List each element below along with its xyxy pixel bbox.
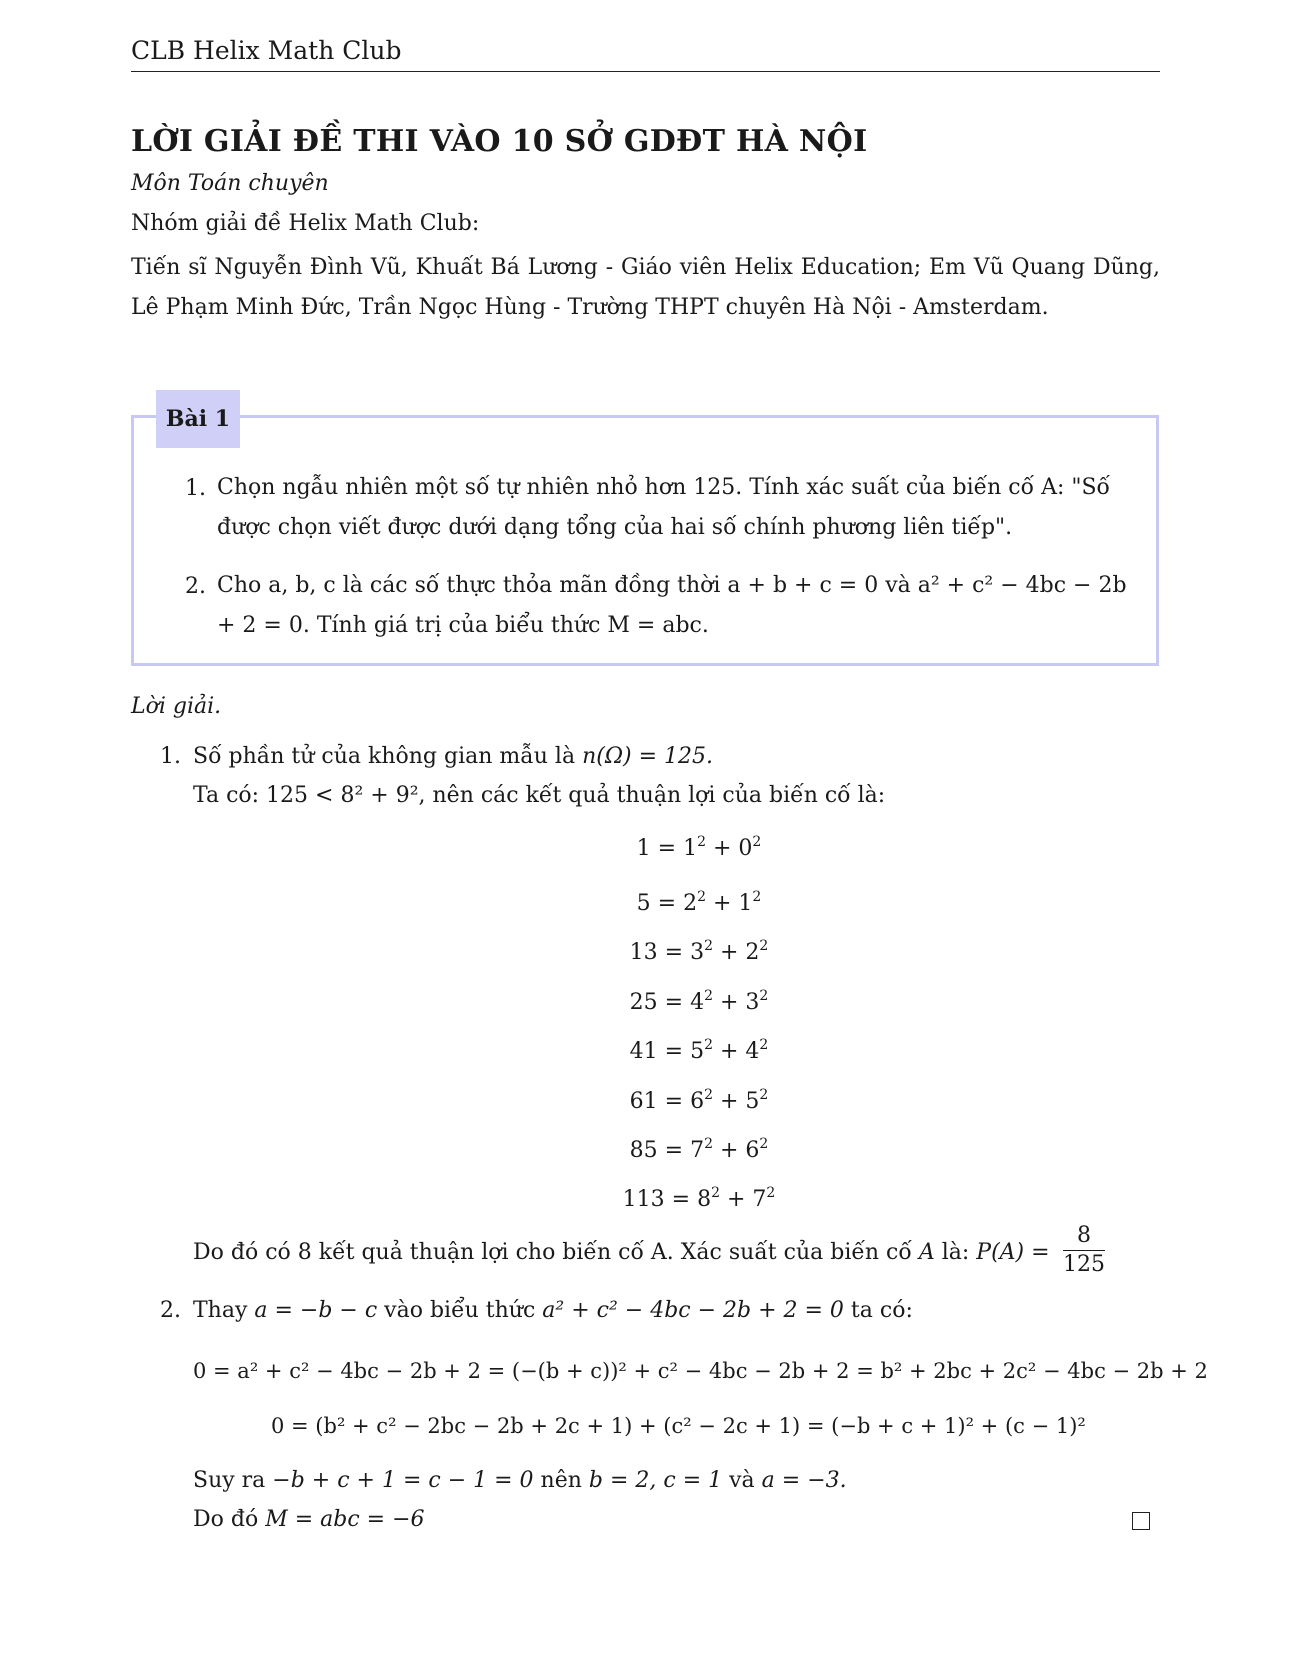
solution-part2-line4: Do đó M = abc = −6: [193, 1507, 425, 1532]
solution-label: Lời giải.: [131, 694, 222, 719]
members-list: Tiến sĩ Nguyễn Đình Vũ, Khuất Bá Lương - Giáo viên Helix Education; Em Vũ Quang Dũng, Lê Phạm Minh Đức, Trần Ngọc Hùng - Trường THPT chuyên Hà Nội - Amsterdam.: [131, 255, 1160, 320]
equation-expansion: 0 = a² + c² − 4bc − 2b + 2 = (−(b + c))² + c² − 4bc − 2b + 2 = b² + 2bc + 2c² − 4bc − 2b + 2: [193, 1359, 1208, 1383]
running-header: CLB Helix Math Club: [131, 36, 402, 65]
problem-item-number: 2.: [185, 574, 206, 599]
sum-of-squares-equation: $1 = 1^2 + 0^2$: [636, 834, 762, 861]
sum-of-squares-equation: $25 = 4^2 + 3^2$: [629, 988, 769, 1015]
sum-of-squares-equation: $113 = 8^2 + 7^2$: [622, 1185, 776, 1212]
problem-tag: Bài 1: [156, 390, 240, 448]
solution-part1-conclusion: Do đó có 8 kết quả thuận lợi cho biến cố A. Xác suất của biến cố A là: P(A) =: [193, 1240, 1050, 1265]
sum-of-squares-equation: $85 = 7^2 + 6^2$: [629, 1136, 769, 1163]
sum-of-squares-equation: $61 = 6^2 + 5^2$: [629, 1087, 769, 1114]
solution-part1-line2: Ta có: 125 < 8² + 9², nên các kết quả thuận lợi của biến cố là:: [193, 783, 886, 808]
solution-part1-number: 1.: [160, 744, 181, 769]
document-title: LỜI GIẢI ĐỀ THI VÀO 10 SỞ GDĐT HÀ NỘI: [131, 124, 868, 159]
problem-item-2: Cho a, b, c là các số thực thỏa mãn đồng thời a + b + c = 0 và a² + c² − 4bc − 2b + 2 = 0. Tính giá trị của biểu thức M = abc.: [217, 573, 1127, 638]
header-rule: [131, 71, 1160, 72]
fraction-denominator: 125: [1063, 1252, 1105, 1277]
solution-part2-line1: Thay a = −b − c vào biểu thức a² + c² − 4bc − 2b + 2 = 0 ta có:: [193, 1298, 913, 1323]
sum-of-squares-equation: $13 = 3^2 + 2^2$: [629, 938, 769, 965]
fraction-numerator: 8: [1063, 1222, 1105, 1251]
subject-line: Môn Toán chuyên: [131, 171, 329, 196]
sum-of-squares-equation: $41 = 5^2 + 4^2$: [629, 1037, 769, 1064]
qed-square-icon: [1132, 1512, 1150, 1530]
equation-sum-of-squares: 0 = (b² + c² − 2bc − 2b + 2c + 1) + (c² − 2c + 1) = (−b + c + 1)² + (c − 1)²: [271, 1414, 1086, 1438]
sum-of-squares-equation: $5 = 2^2 + 1^2$: [636, 889, 762, 916]
problem-item-1: Chọn ngẫu nhiên một số tự nhiên nhỏ hơn 125. Tính xác suất của biến cố A: "Số được chọn viết được dưới dạng tổng của hai số chính phương liên tiếp".: [217, 475, 1111, 540]
problem-item-number: 1.: [185, 476, 206, 501]
solution-part1-line1: Số phần tử của không gian mẫu là n(Ω) = 125.: [193, 744, 714, 769]
solution-part2-number: 2.: [160, 1298, 181, 1323]
solution-part2-line3: Suy ra −b + c + 1 = c − 1 = 0 nên b = 2, c = 1 và a = −3.: [193, 1468, 847, 1493]
document-page: [131, 0, 1208, 1670]
probability-fraction: [1059, 1222, 1105, 1279]
group-label: Nhóm giải đề Helix Math Club:: [131, 211, 480, 236]
